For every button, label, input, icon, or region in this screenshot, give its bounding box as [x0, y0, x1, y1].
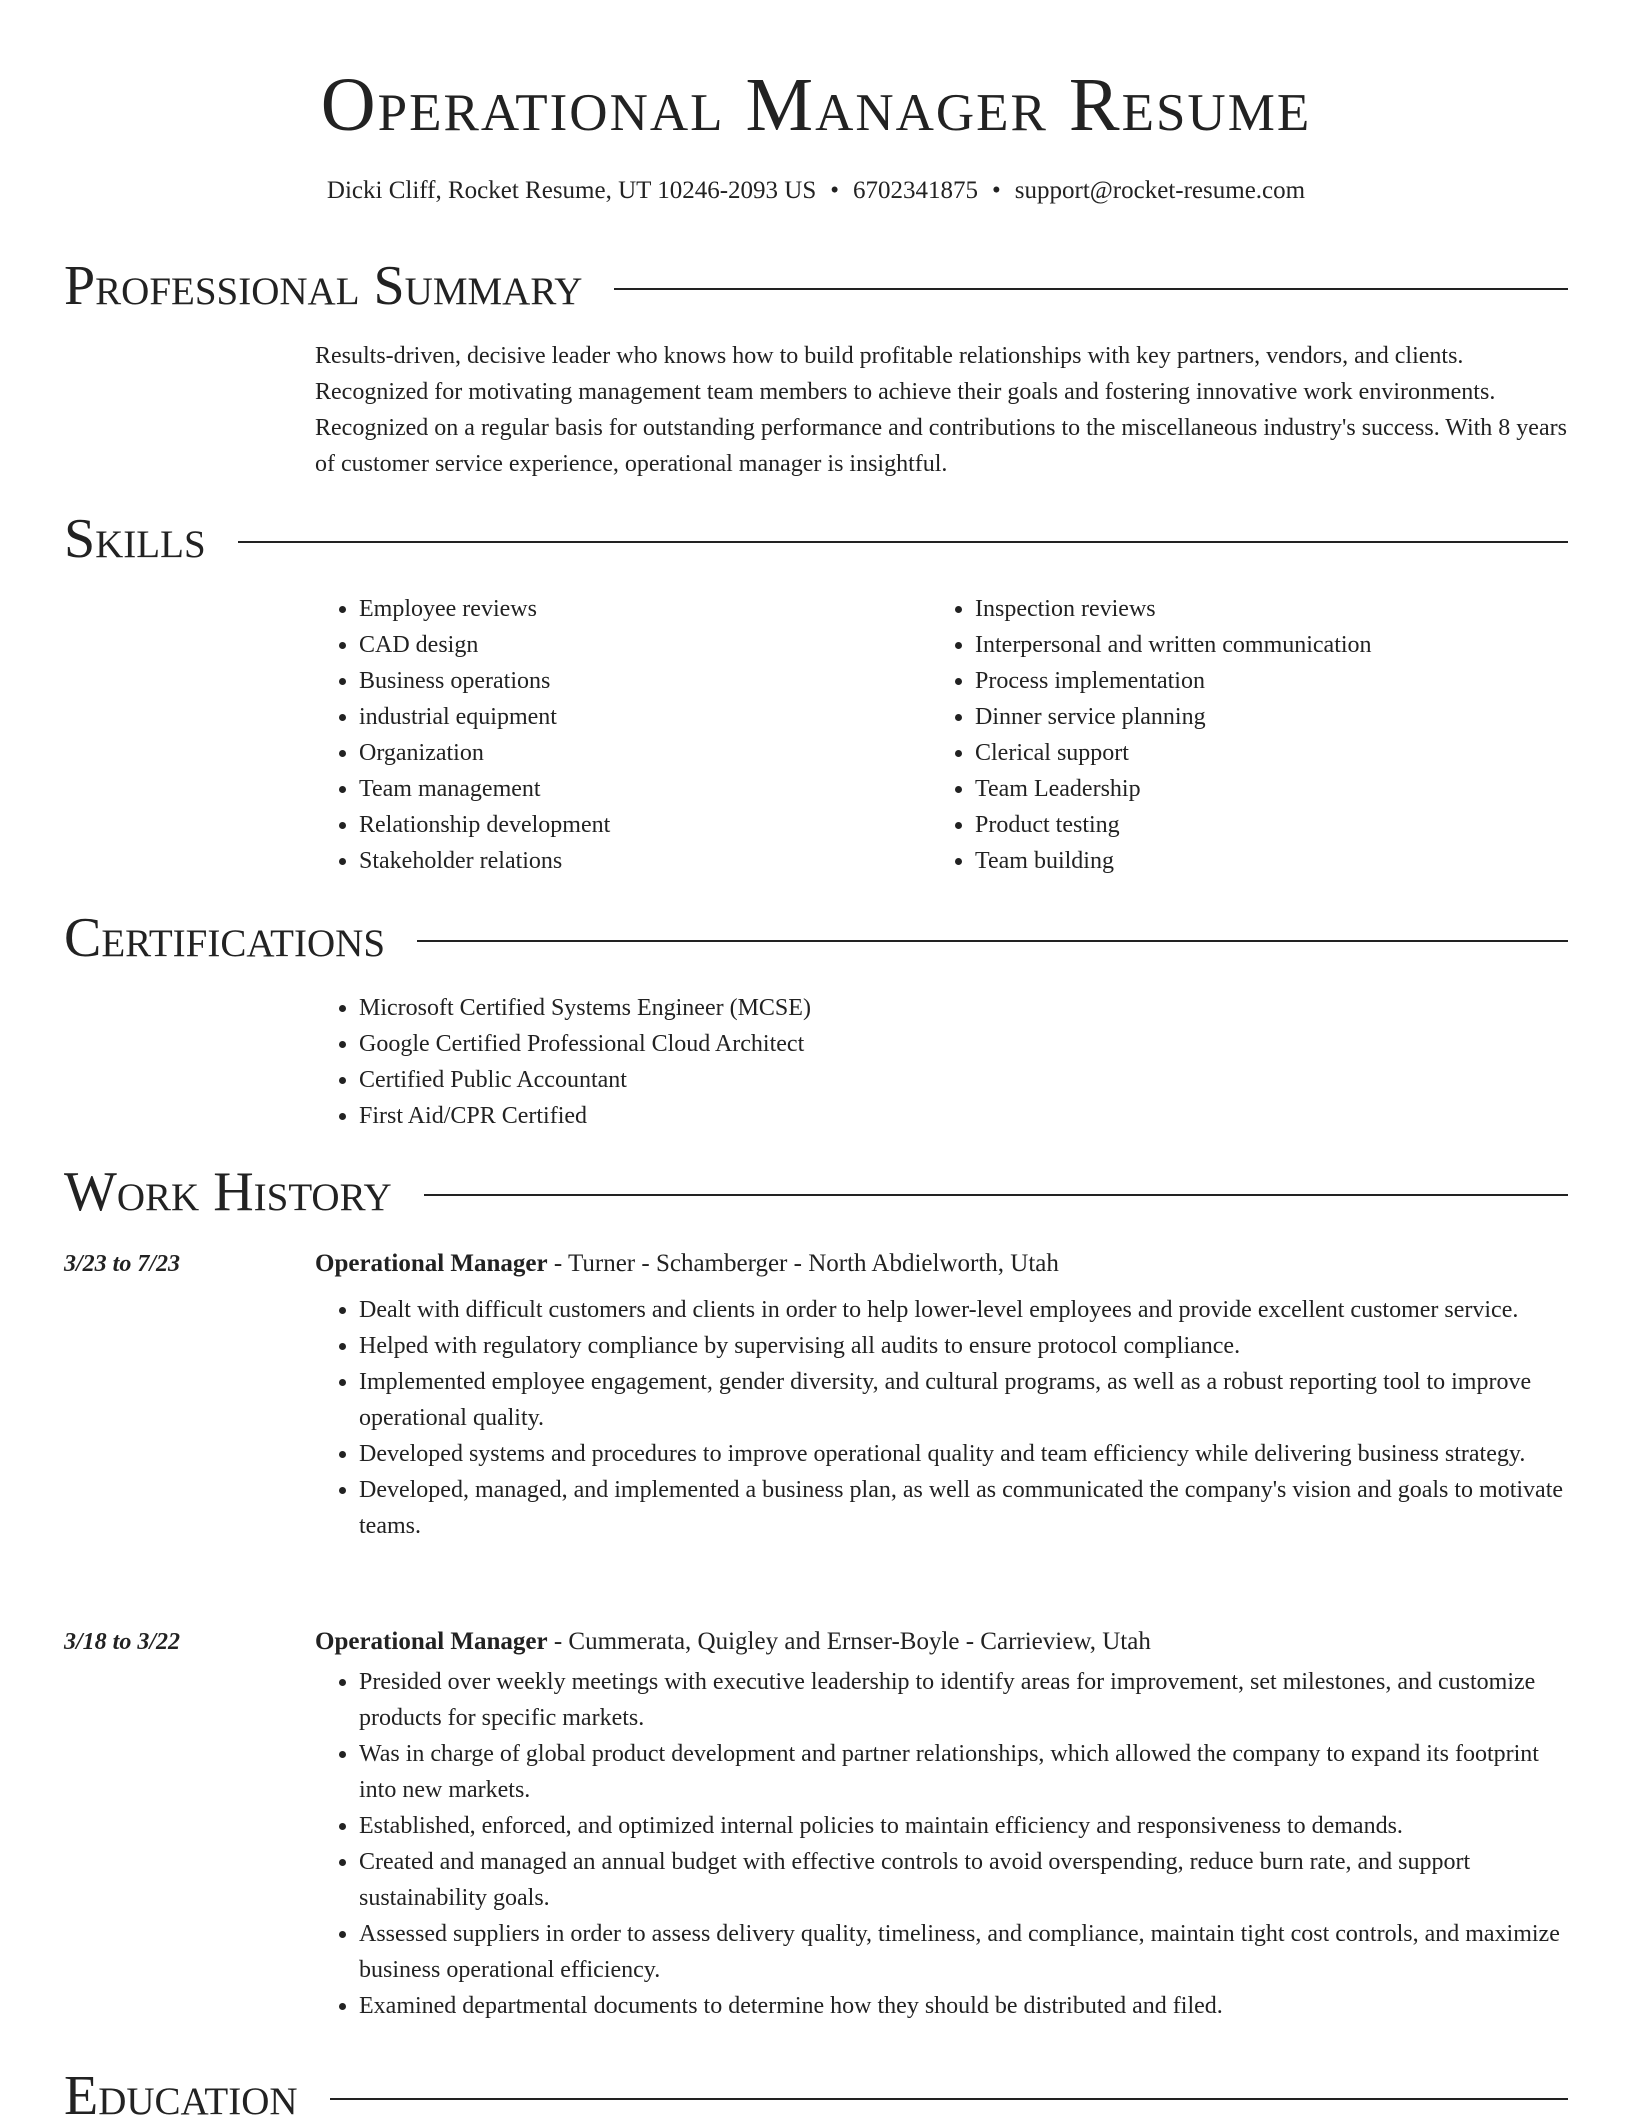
- skills-list: [315, 591, 1568, 879]
- list-item: • Relationship development: [359, 807, 931, 843]
- contact-phone: 6702341875: [853, 177, 979, 204]
- job-company: - Cummerata, Quigley and Ernser-Boyle - Carrieview, Utah: [547, 1628, 1151, 1655]
- list-item: • Team Leadership: [975, 771, 1547, 807]
- section-divider: [424, 1194, 1568, 1196]
- section-title: Skills: [64, 508, 206, 570]
- job-dates: 3/23 to 7/23: [64, 1251, 181, 1277]
- section-title: Professional Summary: [64, 255, 583, 317]
- list-item: • Interpersonal and written communication: [975, 627, 1547, 663]
- list-item: • Microsoft Certified Systems Engineer (MCSE): [359, 990, 1568, 1026]
- job-responsibilities: [315, 1292, 1568, 1544]
- list-item: • Stakeholder relations: [359, 843, 931, 879]
- section-divider: [417, 940, 1568, 942]
- section-title: Work History: [64, 1161, 392, 1223]
- contact-separator: •: [992, 177, 1001, 204]
- list-item: • Inspection reviews: [975, 591, 1547, 627]
- list-item: • Developed, managed, and implemented a business plan, as well as communicated the company's vision and goals to motivate teams.: [359, 1472, 1568, 1544]
- contact-line: [0, 174, 1632, 208]
- skills-column-right: [931, 591, 1547, 879]
- list-item: • Team building: [975, 843, 1547, 879]
- section-divider: [330, 2098, 1568, 2100]
- job-heading: [315, 1246, 1568, 1282]
- contact-separator: •: [830, 177, 840, 204]
- list-item: • Assessed suppliers in order to assess delivery quality, timeliness, and compliance, maintain tight cost controls, and maximize business operational efficiency.: [359, 1916, 1568, 1988]
- list-item: • Implemented employee engagement, gender diversity, and cultural programs, as well as a robust reporting tool to improve operational quality.: [359, 1364, 1568, 1436]
- page-title: Operational Manager Resume: [320, 63, 1312, 147]
- summary-text: Results-driven, decisive leader who knows how to build profitable relationships with key partners, vendors, and clients. Recognized for motivating management team members to achieve their goals and fostering innovative work environments. Recognized on a regular basis for outstanding performance and contributions to the miscellaneous industry's success. With 8 years of customer service experience, operational manager is insightful.: [315, 343, 1567, 477]
- list-item: • Organization: [359, 735, 931, 771]
- job-responsibilities: [315, 1664, 1568, 2024]
- section-divider: [614, 288, 1568, 290]
- list-item: • Google Certified Professional Cloud Architect: [359, 1026, 1568, 1062]
- list-item: • Certified Public Accountant: [359, 1062, 1568, 1098]
- certifications-list: [315, 990, 1568, 1134]
- job-heading: [315, 1624, 1568, 1660]
- list-item: • Presided over weekly meetings with executive leadership to identify areas for improvement, set milestones, and customize products for specific markets.: [359, 1664, 1568, 1736]
- job-dates: 3/18 to 3/22: [64, 1629, 181, 1655]
- list-item: • Employee reviews: [359, 591, 931, 627]
- section-header-summary: [64, 254, 1568, 318]
- list-item: • Dealt with difficult customers and clients in order to help lower-level employees and provide excellent customer service.: [359, 1292, 1568, 1328]
- job-title: Operational Manager: [315, 1628, 548, 1655]
- skills-column-left: [315, 591, 931, 879]
- section-header-work-history: [64, 1160, 1568, 1224]
- contact-email: support@rocket-resume.com: [1014, 177, 1306, 204]
- list-item: • Created and managed an annual budget with effective controls to avoid overspending, reduce burn rate, and support sustainability goals.: [359, 1844, 1568, 1916]
- list-item: • Was in charge of global product development and partner relationships, which allowed the company to expand its footprint into new markets.: [359, 1736, 1568, 1808]
- list-item: • Dinner service planning: [975, 699, 1547, 735]
- contact-address: Dicki Cliff, Rocket Resume, UT 10246-2093 US: [326, 177, 817, 204]
- section-header-certifications: [64, 906, 1568, 970]
- list-item: • Developed systems and procedures to improve operational quality and team efficiency while delivering business strategy.: [359, 1436, 1568, 1472]
- list-item: • Established, enforced, and optimized internal policies to maintain efficiency and responsiveness to demands.: [359, 1808, 1568, 1844]
- section-title: Education: [64, 2065, 298, 2127]
- section-divider: [238, 541, 1568, 543]
- job-entry: [315, 1624, 1568, 2024]
- section-header-skills: [64, 507, 1568, 571]
- list-item: • CAD design: [359, 627, 931, 663]
- list-item: • Examined departmental documents to determine how they should be distributed and filed.: [359, 1988, 1568, 2024]
- job-entry: [315, 1246, 1568, 1544]
- section-header-education: [64, 2064, 1568, 2128]
- job-company: - Turner - Schamberger - North Abdielworth, Utah: [547, 1250, 1059, 1277]
- list-item: • Product testing: [975, 807, 1547, 843]
- list-item: • industrial equipment: [359, 699, 931, 735]
- list-item: • Process implementation: [975, 663, 1547, 699]
- list-item: • First Aid/CPR Certified: [359, 1098, 1568, 1134]
- section-title: Certifications: [64, 907, 386, 969]
- list-item: • Helped with regulatory compliance by supervising all audits to ensure protocol compliance.: [359, 1328, 1568, 1364]
- list-item: • Clerical support: [975, 735, 1547, 771]
- certifications-items: [315, 990, 1568, 1134]
- list-item: • Business operations: [359, 663, 931, 699]
- list-item: • Team management: [359, 771, 931, 807]
- job-title: Operational Manager: [315, 1250, 548, 1277]
